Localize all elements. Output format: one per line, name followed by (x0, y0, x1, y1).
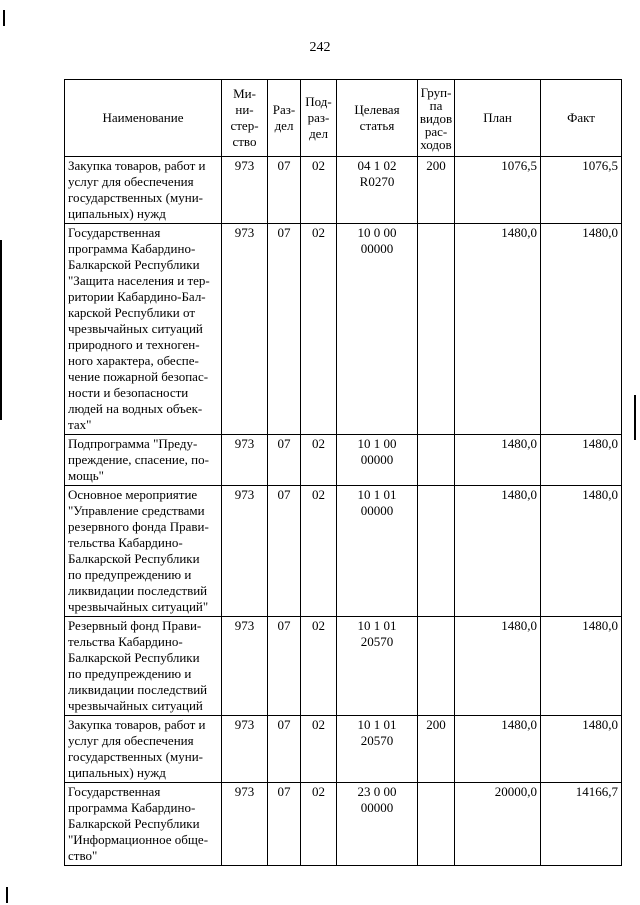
cell-target-article: 10 0 00 00000 (337, 224, 418, 435)
cell-subsection: 02 (301, 224, 337, 435)
cell-target-article: 23 0 00 00000 (337, 783, 418, 866)
cell-fact: 1076,5 (541, 157, 622, 224)
cell-fact: 1480,0 (541, 486, 622, 617)
cell-subsection: 02 (301, 435, 337, 486)
cell-section: 07 (268, 617, 301, 716)
cell-section: 07 (268, 157, 301, 224)
header-expense-group: Груп- па видов рас- ходов (418, 80, 455, 157)
cell-section: 07 (268, 224, 301, 435)
budget-table (64, 79, 622, 866)
header-subsection: Под- раз- дел (301, 80, 337, 157)
cell-ministry: 973 (222, 716, 268, 783)
header-ministry: Ми- ни- стер- ство (222, 80, 268, 157)
cell-fact: 1480,0 (541, 224, 622, 435)
cell-name: Резервный фонд Прави- тельства Кабардино- Балкарской Республики по предупреждению и ликвидации последствий чрезвычайных ситуаций (65, 617, 222, 716)
cell-ministry: 973 (222, 783, 268, 866)
cell-expense-group (418, 224, 455, 435)
cell-ministry: 973 (222, 435, 268, 486)
cell-name: Закупка товаров, работ и услуг для обеспечения государственных (муни- ципальных) нужд (65, 157, 222, 224)
scan-mark-bottom (6, 887, 8, 903)
cell-target-article: 10 1 00 00000 (337, 435, 418, 486)
cell-plan: 1480,0 (455, 435, 541, 486)
cell-ministry: 973 (222, 617, 268, 716)
header-section: Раз- дел (268, 80, 301, 157)
cell-subsection: 02 (301, 157, 337, 224)
table-row (65, 157, 622, 224)
cell-fact: 1480,0 (541, 617, 622, 716)
cell-target-article: 04 1 02 R0270 (337, 157, 418, 224)
cell-target-article: 10 1 01 00000 (337, 486, 418, 617)
cell-subsection: 02 (301, 617, 337, 716)
table-row (65, 224, 622, 435)
cell-target-article: 10 1 01 20570 (337, 716, 418, 783)
table-row (65, 716, 622, 783)
cell-section: 07 (268, 783, 301, 866)
header-name: Наименование (65, 80, 222, 157)
page-number: 242 (309, 40, 331, 55)
header-target-article: Целевая статья (337, 80, 418, 157)
scan-mark-top (3, 10, 5, 26)
cell-section: 07 (268, 486, 301, 617)
header-plan: План (455, 80, 541, 157)
cell-subsection: 02 (301, 486, 337, 617)
scan-mark-right (634, 395, 636, 440)
table-row (65, 435, 622, 486)
cell-plan: 1076,5 (455, 157, 541, 224)
cell-name: Основное мероприятие "Управление средствами резервного фонда Прави- тельства Кабардино- Балкарской Республики по предупреждению и ликвидации последствий чрезвычайных ситуаций" (65, 486, 222, 617)
cell-plan: 1480,0 (455, 716, 541, 783)
cell-expense-group (418, 783, 455, 866)
cell-ministry: 973 (222, 224, 268, 435)
scan-mark-left (0, 240, 2, 420)
header-fact: Факт (541, 80, 622, 157)
cell-ministry: 973 (222, 486, 268, 617)
cell-plan: 1480,0 (455, 486, 541, 617)
cell-name: Подпрограмма "Преду- преждение, спасение, по- мощь" (65, 435, 222, 486)
cell-subsection: 02 (301, 783, 337, 866)
cell-fact: 1480,0 (541, 716, 622, 783)
cell-fact: 1480,0 (541, 435, 622, 486)
table-row (65, 783, 622, 866)
cell-expense-group: 200 (418, 716, 455, 783)
header-row (65, 80, 622, 157)
cell-subsection: 02 (301, 716, 337, 783)
cell-plan: 1480,0 (455, 224, 541, 435)
cell-section: 07 (268, 435, 301, 486)
cell-name: Закупка товаров, работ и услуг для обеспечения государственных (муни- ципальных) нужд (65, 716, 222, 783)
table-row (65, 617, 622, 716)
cell-target-article: 10 1 01 20570 (337, 617, 418, 716)
cell-ministry: 973 (222, 157, 268, 224)
cell-name: Государственная программа Кабардино- Балкарской Республики "Информационное обще- ство" (65, 783, 222, 866)
cell-plan: 1480,0 (455, 617, 541, 716)
cell-plan: 20000,0 (455, 783, 541, 866)
cell-expense-group (418, 486, 455, 617)
table-row (65, 486, 622, 617)
table-body (65, 157, 622, 866)
cell-section: 07 (268, 716, 301, 783)
cell-expense-group (418, 617, 455, 716)
cell-expense-group: 200 (418, 157, 455, 224)
cell-fact: 14166,7 (541, 783, 622, 866)
cell-expense-group (418, 435, 455, 486)
cell-name: Государственная программа Кабардино- Балкарской Республики "Защита населения и тер- ритории Кабардино-Бал- карской Республики от чрезвычайных ситуаций природного и техноген- ного характера, обеспе- чение пожарной безопас- ности и безопасности людей на водных объек- тах" (65, 224, 222, 435)
